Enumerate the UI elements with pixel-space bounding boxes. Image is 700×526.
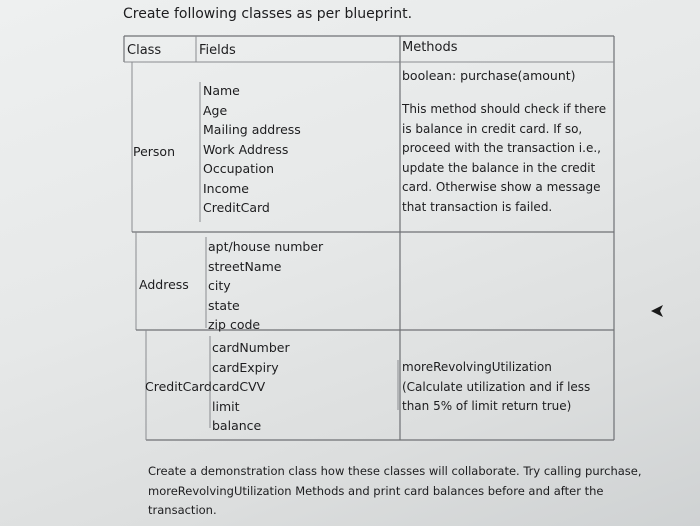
- field: state: [208, 297, 240, 313]
- field: zip code: [208, 317, 261, 332]
- page-title: Create following classes as per blueprint.: [123, 6, 413, 22]
- class-address: Address: [139, 277, 189, 292]
- class-person: Person: [133, 144, 176, 159]
- address-fields: [208, 237, 323, 335]
- mouse-cursor-icon: [650, 303, 664, 319]
- method-line: (Calculate utilization and if less: [402, 379, 591, 394]
- field: Name: [203, 83, 240, 98]
- field: streetName: [208, 258, 282, 274]
- field: Mailing address: [203, 122, 301, 137]
- field: balance: [212, 418, 262, 433]
- field: Work Address: [203, 141, 289, 157]
- person-fields: [203, 81, 301, 218]
- field: cardNumber: [212, 340, 290, 355]
- method-line: update the balance in the credit: [402, 160, 596, 175]
- header-fields: Fields: [199, 43, 236, 58]
- field: CreditCard: [203, 200, 270, 215]
- footer-line: transaction.: [148, 503, 217, 517]
- method-line: proceed with the transaction i.e.,: [402, 141, 601, 155]
- field: cardExpiry: [212, 359, 279, 375]
- creditcard-fields: [212, 338, 290, 436]
- class-creditcard: CreditCard: [145, 379, 212, 394]
- method-line: is balance in credit card. If so,: [402, 121, 583, 136]
- person-method-desc: [402, 100, 606, 217]
- method-line: moreRevolvingUtilization: [402, 360, 552, 374]
- footer-line: Create a demonstration class how these classes will collaborate. Try calling purchase,: [148, 464, 642, 478]
- method-line: that transaction is failed.: [402, 199, 553, 214]
- method-line: This method should check if there: [402, 102, 607, 116]
- method-signature: boolean: purchase(amount): [402, 68, 576, 83]
- header-class: Class: [127, 43, 162, 58]
- footer-line: moreRevolvingUtilization Methods and print card balances before and after the: [148, 483, 604, 498]
- method-line: card. Otherwise show a message: [402, 180, 601, 194]
- field: limit: [212, 398, 240, 414]
- field: apt/house number: [208, 239, 324, 254]
- field: Age: [203, 102, 228, 118]
- field: Occupation: [203, 161, 275, 176]
- field: Income: [203, 180, 249, 196]
- creditcard-method-desc: [402, 358, 590, 417]
- header-methods: Methods: [402, 40, 458, 55]
- field: city: [208, 278, 231, 293]
- field: cardCVV: [212, 379, 266, 394]
- footer-instructions: [148, 462, 642, 521]
- method-line: than 5% of limit return true): [402, 399, 572, 413]
